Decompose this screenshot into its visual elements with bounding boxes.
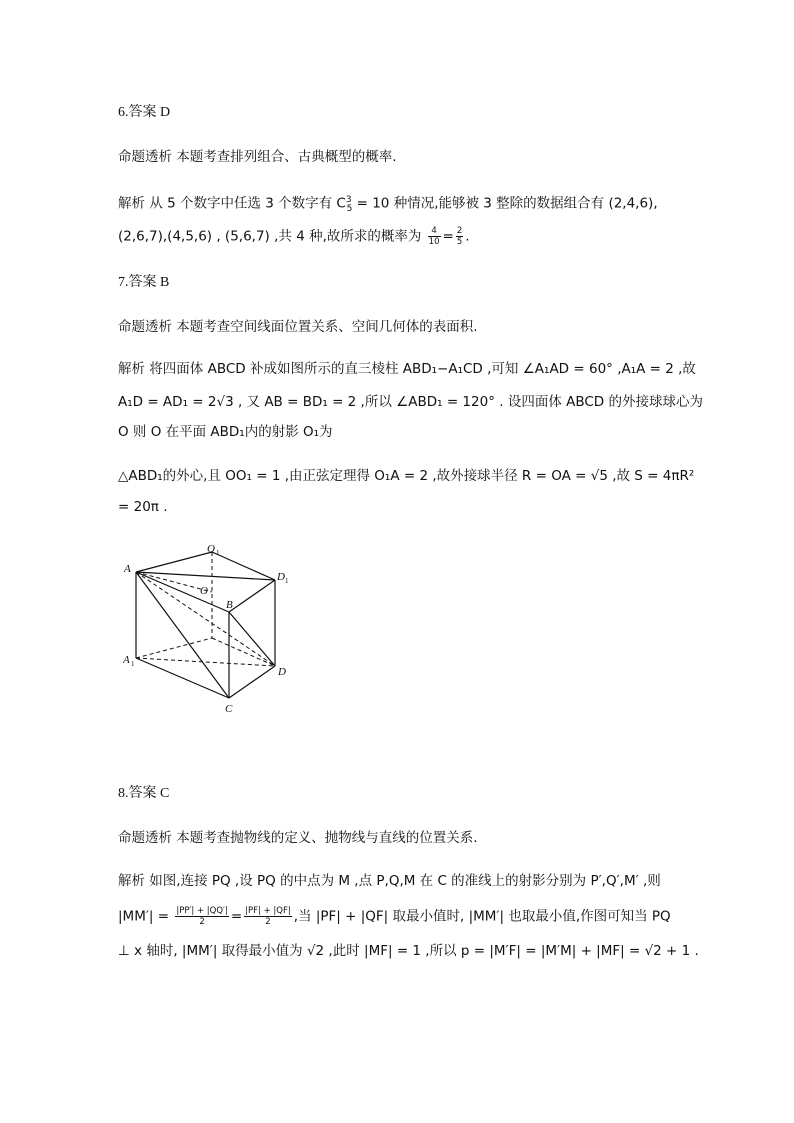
q6-sol-sub: 5 (346, 204, 353, 215)
q8-solution-line-1: 解析 如图,连接 PQ ,设 PQ 的中点为 M ,点 P,Q,M 在 C 的准线上的射影分别为 P′,Q′,M′ ,则 (118, 873, 661, 889)
q8-text-c: ,当 |PF| + |QF| 取最小值时, |MM′| 也取最小值,作图可知当 PQ (293, 908, 671, 925)
label-A1: A (123, 654, 130, 666)
q8-text-a: |MM′| = (118, 908, 170, 925)
label-A1-sub: 1 (131, 660, 135, 668)
q7-answer-heading: 7.答案 B (118, 275, 170, 290)
edge-A1-C (136, 658, 229, 698)
q6-sol-sup: 3 (345, 195, 352, 205)
q7-solution-line-3: O 则 O 在平面 ABD₁内的射影 O₁为 (118, 424, 333, 440)
label-C: C (225, 703, 233, 715)
label-B: B (226, 599, 233, 611)
edge-O1-D1 (212, 552, 275, 580)
q8-fraction-2: $\frac{|PF| + |QF|}{2}$ (245, 906, 291, 927)
q8-solution-line-2 (118, 906, 671, 927)
dashed-bottom-D (212, 638, 275, 666)
q7-intent: 命题透析 本题考查空间线面位置关系、空间几何体的表面积. (118, 319, 478, 335)
dashed-A1-D (136, 658, 275, 666)
q8-answer-heading: 8.答案 C (118, 786, 170, 801)
label-D1-sub: 1 (285, 577, 289, 585)
q7-solution-line-1: 解析 将四面体 ABCD 补成如图所示的直三棱柱 ABD₁−A₁CD ,可知 ∠A₁AD = 60° ,A₁A = 2 ,故 (118, 361, 696, 377)
q6-solution-line-2 (118, 226, 470, 247)
edge-A-B (136, 572, 229, 612)
q6-equals: = (442, 228, 454, 245)
q6-fraction-2: $\frac{2}{5}$ (456, 226, 463, 247)
label-O: O (200, 585, 208, 597)
edge-C-D (229, 666, 275, 698)
q7-solution-line-4: △ABD₁的外心,且 OO₁ = 1 ,由正弦定理得 O₁A = 2 ,故外接球半径 R = OA = √5 ,故 S = 4πR² (118, 468, 695, 484)
edge-B-D1 (229, 580, 275, 612)
label-O1-sub: 1 (216, 549, 220, 557)
q8-equals: = (230, 908, 243, 925)
q6-sol-text-c: (2,6,7),(4,5,6) , (5,6,7) ,共 4 种,故所求的概率为 (118, 228, 422, 245)
q8-fraction-1: $\frac{|PP'| + |QQ'|}{2}$ (176, 906, 228, 927)
edge-A-O1 (136, 552, 212, 572)
prism-figure (118, 542, 318, 717)
q7-solution-line-5: = 20π . (118, 499, 168, 515)
q6-sol-text-a: 解析 从 5 个数字中任选 3 个数字有 C (118, 195, 346, 212)
label-O1: O (207, 543, 215, 555)
q6-fraction-1: $\frac{4}{10}$ (428, 226, 440, 247)
q6-intent: 命题透析 本题考查排列组合、古典概型的概率. (118, 149, 397, 165)
edge-A-C (136, 572, 229, 698)
label-D: D (278, 666, 286, 678)
q8-intent: 命题透析 本题考查抛物线的定义、抛物线与直线的位置关系. (118, 830, 478, 846)
q8-solution-line-3: ⊥ x 轴时, |MM′| 取得最小值为 √2 ,此时 |MF| = 1 ,所以 p = |M′F| = |M′M| + |MF| = √2 + 1 . (118, 943, 699, 959)
q7-solution-line-2: A₁D = AD₁ = 2√3 , 又 AB = BD₁ = 2 ,所以 ∠ABD₁ = 120° . 设四面体 ABCD 的外接球球心为 (118, 394, 703, 410)
q6-answer-heading: 6.答案 D (118, 105, 171, 120)
label-D1: D (277, 571, 285, 583)
q6-period: . (465, 228, 470, 245)
edge-A-D1 (136, 572, 275, 580)
q6-solution-line-1 (118, 190, 658, 219)
q6-sol-text-b: = 10 种情况,能够被 3 整除的数据组合有 (2,4,6), (352, 195, 658, 212)
label-A: A (124, 563, 131, 575)
dashed-A1-bottom (136, 638, 212, 658)
